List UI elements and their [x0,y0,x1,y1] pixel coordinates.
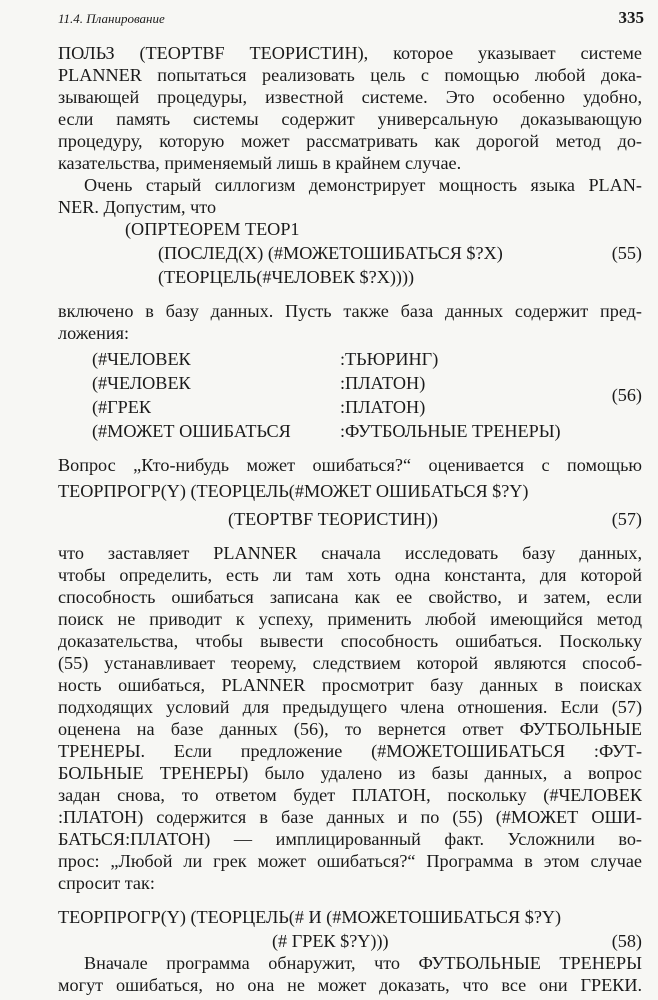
formula-line: (ОПРТЕОРЕМ ТЕОР1 [125,219,300,239]
text-line: спросит так: [58,873,155,893]
text-line: (55) устанавливает теорему, следствием которой являются способ- [58,653,642,673]
text-line: могут ошибаться, но она не может доказать, что все они ГРЕКИ. [58,975,642,995]
section-title: 11.4. Планирование [58,11,165,26]
equation-number: (57) [611,509,642,529]
page-number: 335 [618,8,644,27]
database-entry-value: :ПЛАТОН) [340,397,426,417]
text-line: включено в базу данных. Пусть также база данных содержит пред- [58,301,642,321]
text-line: процедуру, которую может рассматривать как дорогой метод до- [58,131,642,151]
formula-line: (ПОСЛЕД(X) (#МОЖЕТОШИБАТЬСЯ $?X) [158,243,503,263]
text-line: Вопрос „Кто-нибудь может ошибаться?“ оценивается с помощью [58,455,642,475]
text-line: если память системы содержит универсальную доказывающую [58,109,642,129]
text-line: ложения: [58,323,130,343]
text-line: ПОЛЬЗ (ТЕОРТВF ТЕОРИСТИН), которое указывает системе [58,43,642,63]
running-header [58,8,644,32]
text-line: чтобы определить, есть ли там хоть одна константа, для которой [58,565,642,585]
text-line: NER. Допустим, что [58,197,217,217]
database-entry-predicate: (#ЧЕЛОВЕК [92,373,191,393]
text-line: казательства, применяемый лишь в крайнем случае. [58,153,462,173]
text-line: подходящих условий для предыдущего члена отношения. Если (57) [58,697,642,717]
database-entry-predicate: (#МОЖЕТ ОШИБАТЬСЯ [92,421,291,441]
text-line: способность ошибаться записана как ее свойство, и затем, если [58,587,642,607]
text-line: что заставляет PLANNER сначала исследовать базу данных, [58,543,642,563]
database-entry-value: :ФУТБОЛЬНЫЕ ТРЕНЕРЫ) [340,421,561,441]
text-line: прос: „Любой ли грек может ошибаться?“ Программа в этом случае [58,851,642,871]
text-line: БОЛЬНЫЕ ТРЕНЕРЫ) было удалено из базы данных, а вопрос [58,763,642,783]
text-line: Вначале программа обнаружит, что ФУТБОЛЬНЫЕ ТРЕНЕРЫ [84,953,642,973]
formula-line: (ТЕОРЦЕЛЬ(#ЧЕЛОВЕК $?X)))) [158,267,415,287]
text-line: :ПЛАТОН) содержится в базе данных и по (55) (#МОЖЕТ ОШИ- [58,807,642,827]
formula-line: ТЕОРПРОГР(Y) (ТЕОРЦЕЛЬ(# И (#МОЖЕТОШИБАТЬСЯ $?Y) [58,907,562,927]
text-line: ТРЕНЕРЫ. Если предложение (#МОЖЕТОШИБАТЬСЯ :ФУТ- [58,741,642,761]
text-line: PLANNER попытаться реализовать цель с помощью любой дока- [58,65,642,85]
formula-line: (# ГРЕК $?Y))) [272,931,389,951]
text-line: Очень старый силлогизм демонстрирует мощность языка PLAN- [84,175,642,195]
text-line: доказательства, чтобы вывести способность ошибаться. Поскольку [58,631,642,651]
formula-line: (ТЕОРТВF ТЕОРИСТИН)) [228,509,438,529]
database-entry-value: :ПЛАТОН) [340,373,426,393]
database-entry-predicate: (#ЧЕЛОВЕК [92,349,191,369]
text-line: БАТЬСЯ:ПЛАТОН) — имплицированный факт. Усложнили во- [58,829,642,849]
equation-number: (55) [611,243,642,263]
text-line: ность ошибаться, PLANNER просмотрит базу данных в поисках [58,675,642,695]
text-line: оценена на базе данных (56), то вернется ответ ФУТБОЛЬНЫЕ [58,719,642,739]
text-line: поиск не приводит к успеху, применить любой имеющийся метод [58,609,642,629]
database-entry-predicate: (#ГРЕК [92,397,152,417]
text-line: задан снова, то ответом будет ПЛАТОН, поскольку (#ЧЕЛОВЕК [58,785,642,805]
text-line: зывающей процедуры, известной системе. Это особенно удобно, [58,87,642,107]
equation-number: (56) [611,385,642,405]
formula-line: ТЕОРПРОГР(Y) (ТЕОРЦЕЛЬ(#МОЖЕТ ОШИБАТЬСЯ $?Y) [58,481,529,501]
equation-number: (58) [611,931,642,951]
database-entry-value: :ТЬЮРИНГ) [340,349,439,369]
